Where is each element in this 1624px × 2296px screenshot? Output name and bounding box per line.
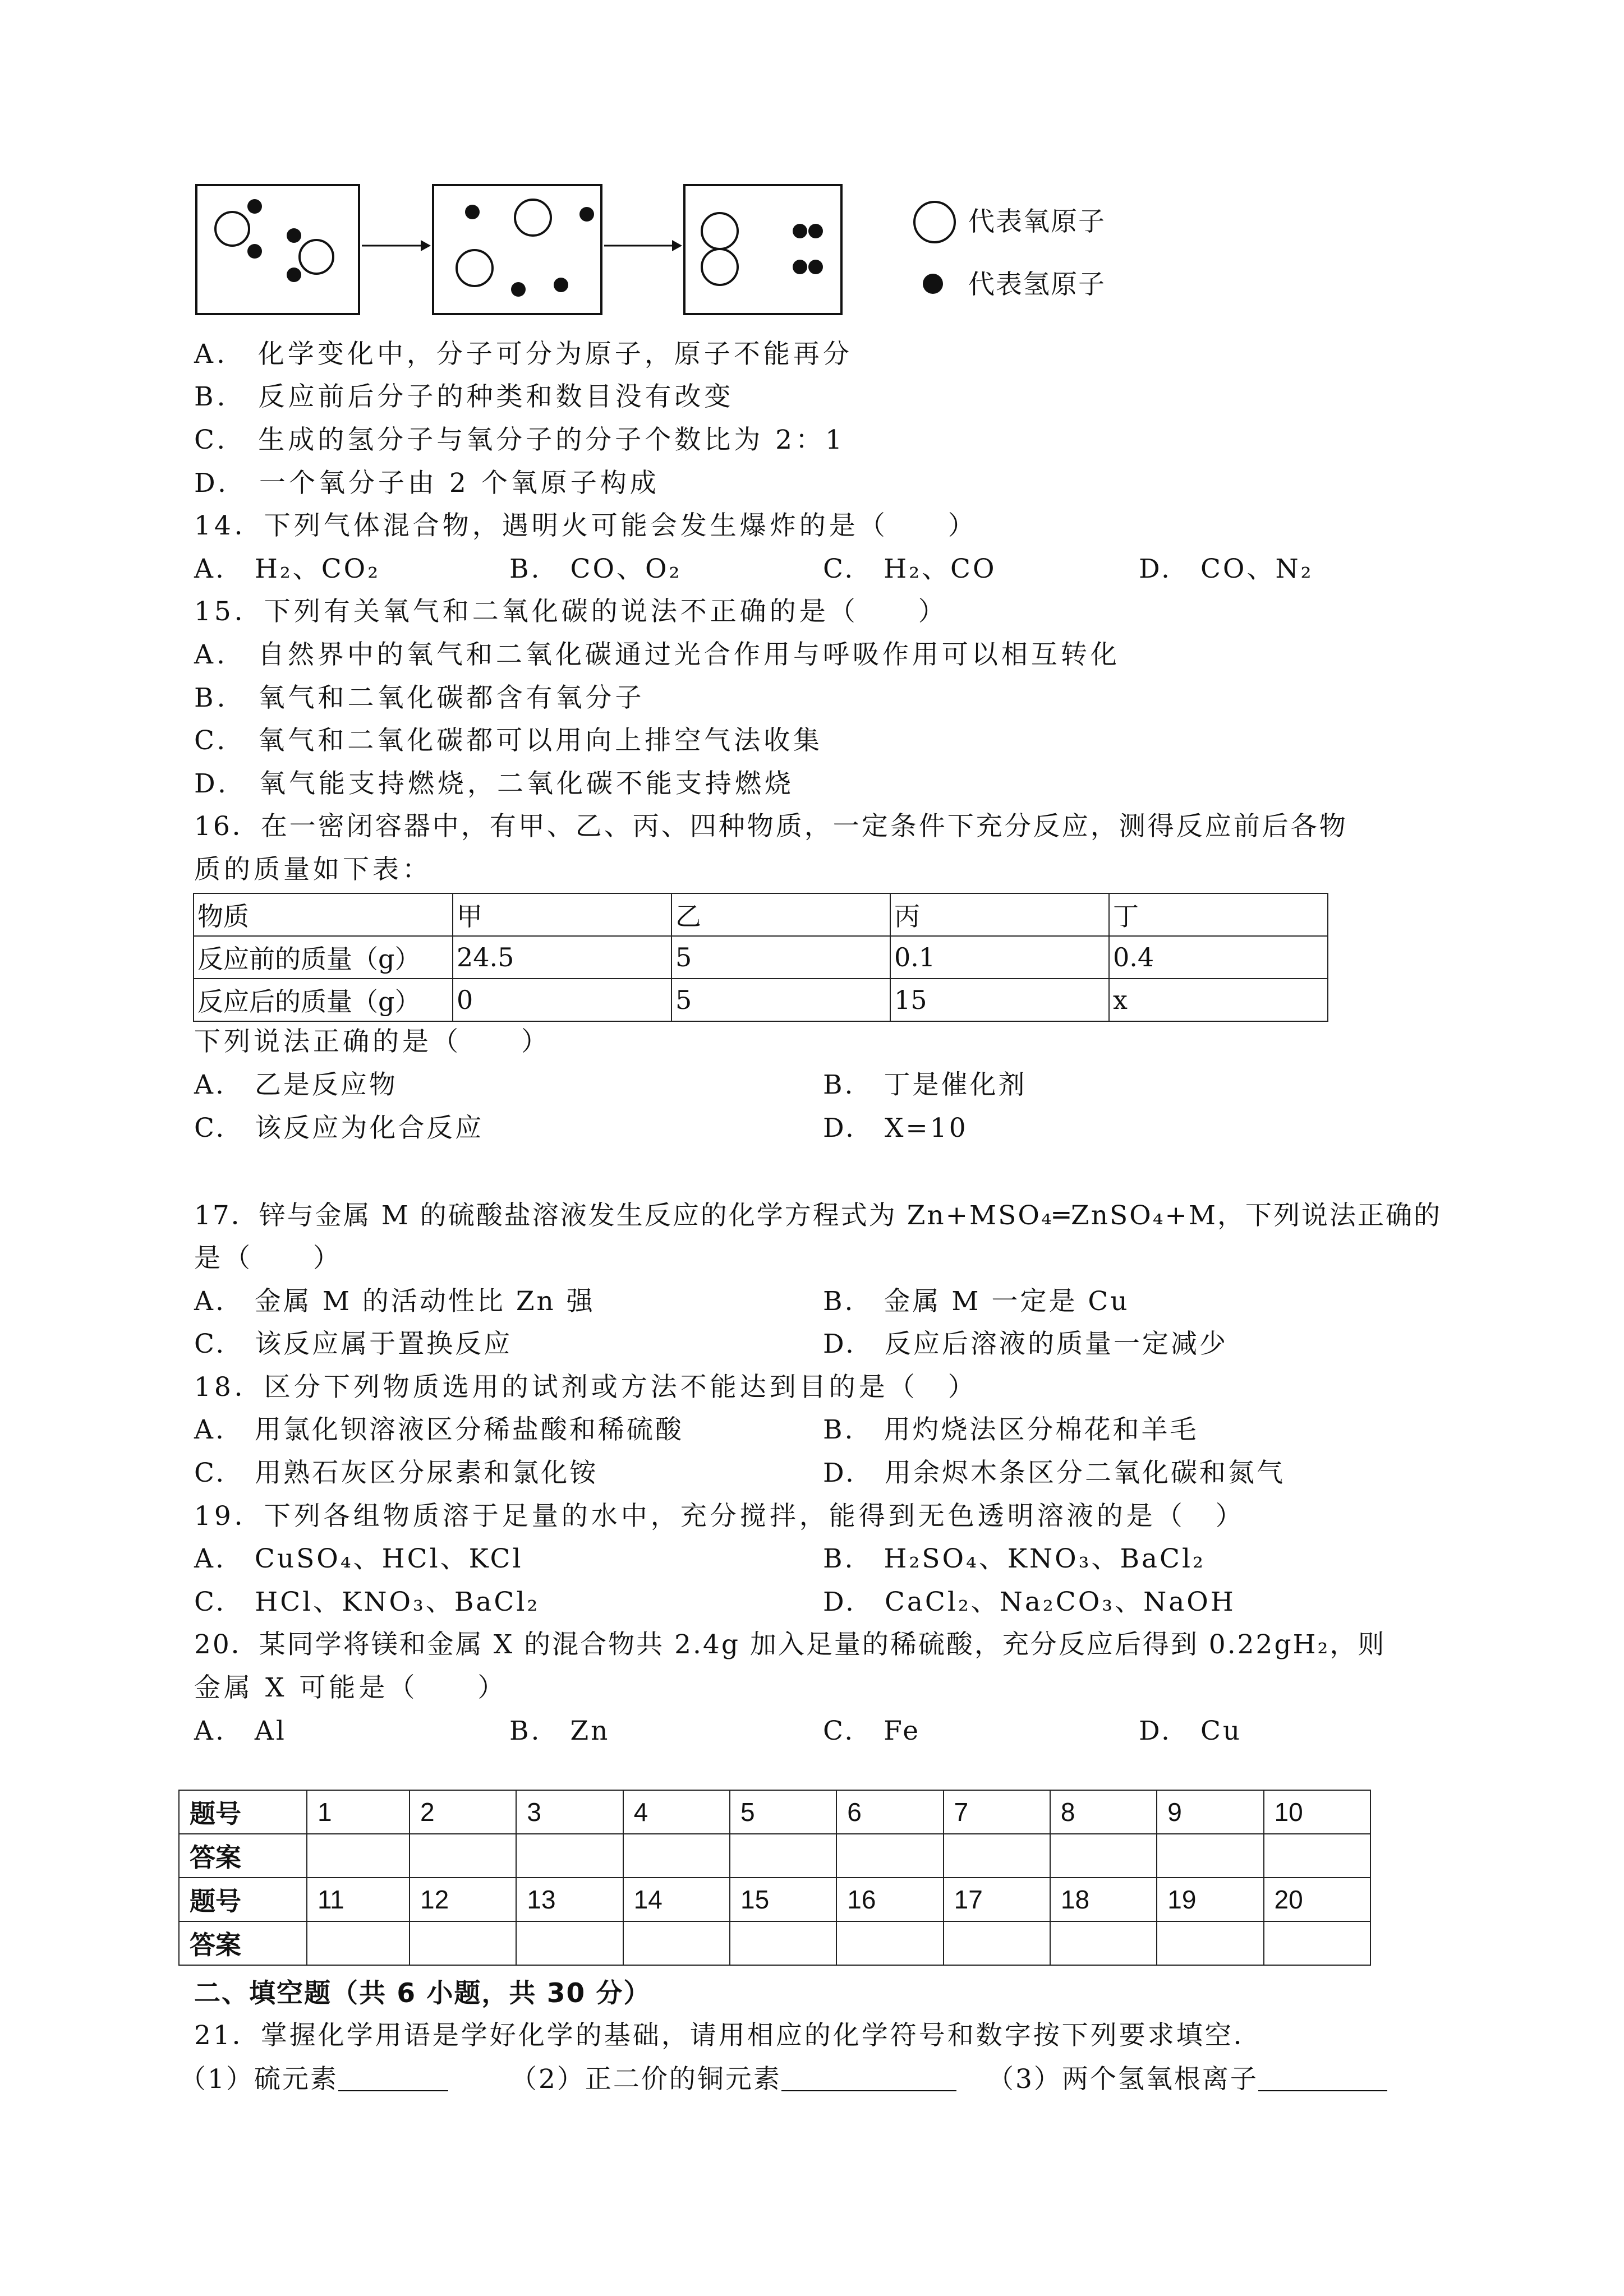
answer-cell[interactable]	[944, 1834, 1050, 1878]
q15-option-a: A. 自然界中的氧气和二氧化碳通过光合作用与呼吸作用可以相互转化	[194, 639, 1120, 670]
q16-stem-line2: 质的质量如下表：	[194, 854, 432, 885]
answer-cell[interactable]	[1264, 1834, 1370, 1878]
table-cell: 物质	[194, 893, 453, 936]
section-title: 二、填空题（共 6 小题，共 30 分）	[194, 1978, 651, 2009]
question-number: 17	[944, 1878, 1050, 1921]
legend-hydrogen-label: 代表氢原子	[968, 269, 1106, 300]
hydrogen-atom	[808, 260, 823, 274]
q20-stem-line1: 20．某同学将镁和金属 X 的混合物共 2.4g 加入足量的稀硫酸，充分反应后得到 0.22gH₂，则	[194, 1629, 1386, 1660]
oxygen-atom	[702, 249, 738, 285]
answer-cell[interactable]	[307, 1834, 410, 1878]
row-header: 答案	[179, 1834, 307, 1878]
answer-cell[interactable]	[836, 1834, 943, 1878]
table-cell: x	[1109, 979, 1328, 1021]
q19-stem: 19．下列各组物质溶于足量的水中，充分搅拌，能得到无色透明溶液的是（ ）	[194, 1501, 1245, 1532]
table-cell: 0.1	[890, 936, 1109, 979]
oxygen-atom	[457, 250, 493, 286]
q19-option-b: B. H₂SO₄、KNO₃、BaCl₂	[823, 1543, 1206, 1574]
q18-option-a: A. 用氯化钡溶液区分稀盐酸和稀硫酸	[194, 1414, 684, 1445]
hydrogen-atom	[247, 199, 262, 214]
answer-cell[interactable]	[516, 1834, 623, 1878]
table-cell: 甲	[453, 893, 671, 936]
q18-stem: 18．区分下列物质选用的试剂或方法不能达到目的是（ ）	[194, 1372, 978, 1403]
q15-option-c: C. 氧气和二氧化碳都可以用向上排空气法收集	[194, 725, 823, 756]
table-row	[179, 1878, 1370, 1921]
question-number: 11	[307, 1878, 410, 1921]
legend-hydrogen-symbol	[923, 274, 943, 294]
q13-option-c: C. 生成的氢分子与氧分子的分子个数比为 2：1	[194, 425, 845, 455]
q18-option-b: B. 用灼烧法区分棉花和羊毛	[823, 1414, 1199, 1445]
q16-ask: 下列说法正确的是（ ）	[194, 1026, 551, 1057]
answer-cell[interactable]	[623, 1921, 730, 1965]
question-number: 15	[730, 1878, 836, 1921]
q21-part1-label: （1）硫元素	[180, 2064, 338, 2095]
q17-option-d: D. 反应后溶液的质量一定减少	[823, 1329, 1228, 1359]
answer-cell[interactable]	[1050, 1834, 1157, 1878]
table-cell: 5	[671, 936, 890, 979]
q13-option-d: D. 一个氧分子由 2 个氧原子构成	[194, 468, 660, 499]
table-row	[179, 1790, 1370, 1834]
hydrogen-atom	[247, 244, 262, 259]
q18-option-c: C. 用熟石灰区分尿素和氯化铵	[194, 1458, 599, 1488]
answer-cell[interactable]	[944, 1921, 1050, 1965]
hydrogen-atom	[287, 268, 301, 282]
table-row	[194, 936, 1328, 979]
q21-part1-blank[interactable]	[338, 2066, 448, 2091]
hydrogen-atom	[287, 228, 301, 243]
q14-stem: 14．下列气体混合物，遇明火可能会发生爆炸的是（ ）	[194, 510, 978, 541]
oxygen-atom	[215, 212, 249, 246]
q14-option-b: B. CO、O₂	[509, 554, 682, 584]
question-number: 10	[1264, 1790, 1370, 1834]
question-number: 9	[1157, 1790, 1263, 1834]
reactant-box	[196, 185, 359, 314]
q20-stem-line2: 金属 X 可能是（ ）	[194, 1672, 508, 1703]
table-cell: 反应后的质量（g）	[194, 979, 453, 1021]
table-row	[194, 979, 1328, 1021]
answer-cell[interactable]	[1157, 1834, 1263, 1878]
table-cell: 0	[453, 979, 671, 1021]
question-number: 20	[1264, 1878, 1370, 1921]
table-cell: 0.4	[1109, 936, 1328, 979]
q19-option-d: D. CaCl₂、Na₂CO₃、NaOH	[823, 1587, 1236, 1617]
q21-stem: 21．掌握化学用语是学好化学的基础，请用相应的化学符号和数字按下列要求填空．	[194, 2020, 1262, 2051]
table-cell: 丙	[890, 893, 1109, 936]
q20-option-d: D. Cu	[1139, 1716, 1243, 1746]
reaction-diagram	[191, 179, 1144, 325]
answer-cell[interactable]	[1157, 1921, 1263, 1965]
question-number: 13	[516, 1878, 623, 1921]
q16-option-a: A. 乙是反应物	[194, 1069, 398, 1100]
q20-option-b: B. Zn	[509, 1716, 610, 1746]
hydrogen-atom	[793, 224, 807, 238]
answer-cell[interactable]	[730, 1834, 836, 1878]
question-number: 6	[836, 1790, 943, 1834]
question-number: 2	[410, 1790, 516, 1834]
answer-cell[interactable]	[410, 1921, 516, 1965]
q16-option-b: B. 丁是催化剂	[823, 1069, 1027, 1100]
q16-option-c: C. 该反应为化合反应	[194, 1113, 484, 1144]
answer-cell[interactable]	[623, 1834, 730, 1878]
q15-option-d: D. 氧气能支持燃烧，二氧化碳不能支持燃烧	[194, 768, 794, 799]
answer-cell[interactable]	[410, 1834, 516, 1878]
q21-part1	[180, 2063, 448, 2096]
question-number: 12	[410, 1878, 516, 1921]
question-number: 4	[623, 1790, 730, 1834]
row-header: 题号	[179, 1790, 307, 1834]
question-number: 7	[944, 1790, 1050, 1834]
answer-cell[interactable]	[730, 1921, 836, 1965]
oxygen-atom	[515, 200, 551, 236]
table-row	[194, 893, 1328, 936]
q14-option-a: A. H₂、CO₂	[194, 554, 381, 584]
q21-part2	[510, 2063, 956, 2096]
product-box	[684, 185, 841, 314]
table-row	[179, 1921, 1370, 1965]
table-cell: 24.5	[453, 936, 671, 979]
question-number: 5	[730, 1790, 836, 1834]
legend-oxygen-label: 代表氧原子	[968, 206, 1106, 237]
question-number: 1	[307, 1790, 410, 1834]
q14-option-c: C. H₂、CO	[823, 554, 997, 584]
answer-cell[interactable]	[1264, 1921, 1370, 1965]
oxygen-atom	[300, 240, 333, 274]
table-cell: 反应前的质量（g）	[194, 936, 453, 979]
answer-cell[interactable]	[516, 1921, 623, 1965]
table-cell: 5	[671, 979, 890, 1021]
q17-stem-line1: 17．锌与金属 M 的硫酸盐溶液发生反应的化学方程式为 Zn+MSO₄═ZnSO₄+M，下列说法正确的	[194, 1200, 1442, 1231]
q20-option-a: A. Al	[194, 1716, 287, 1746]
q21-part3-blank[interactable]	[1258, 2066, 1387, 2091]
answer-cell[interactable]	[1050, 1921, 1157, 1965]
q21-part2-label: （2）正二价的铜元素	[510, 2064, 781, 2095]
hydrogen-atom	[793, 260, 807, 274]
q21-part2-blank[interactable]	[781, 2066, 956, 2091]
table-cell: 乙	[671, 893, 890, 936]
q13-option-a: A. 化学变化中，分子可分为原子，原子不能再分	[194, 339, 853, 370]
q17-option-b: B. 金属 M 一定是 Cu	[823, 1286, 1130, 1317]
hydrogen-atom	[465, 205, 480, 219]
q17-option-a: A. 金属 M 的活动性比 Zn 强	[194, 1286, 595, 1317]
q16-stem-line1: 16．在一密闭容器中，有甲、乙、丙、四种物质，一定条件下充分反应，测得反应前后各物	[194, 811, 1348, 842]
q20-option-c: C. Fe	[823, 1716, 921, 1746]
hydrogen-atom	[511, 282, 526, 297]
q18-option-d: D. 用余烬木条区分二氧化碳和氮气	[823, 1458, 1285, 1488]
question-number: 14	[623, 1878, 730, 1921]
hydrogen-atom	[808, 224, 823, 238]
question-number: 8	[1050, 1790, 1157, 1834]
q16-mass-table	[193, 893, 1328, 1022]
q21-part3-label: （3）两个氢氧根离子	[987, 2064, 1258, 2095]
q21-part3	[987, 2063, 1387, 2096]
answer-cell[interactable]	[307, 1921, 410, 1965]
answer-table	[178, 1790, 1371, 1966]
question-number: 18	[1050, 1878, 1157, 1921]
q17-stem-line2: 是（ ）	[194, 1243, 343, 1274]
q13-option-b: B. 反应前后分子的种类和数目没有改变	[194, 381, 734, 412]
table-cell: 15	[890, 979, 1109, 1021]
table-cell: 丁	[1109, 893, 1328, 936]
q19-option-c: C. HCl、KNO₃、BaCl₂	[194, 1587, 540, 1617]
row-header: 题号	[179, 1878, 307, 1921]
hydrogen-atom	[579, 207, 594, 222]
question-number: 3	[516, 1790, 623, 1834]
q17-option-c: C. 该反应属于置换反应	[194, 1329, 513, 1359]
oxygen-atom	[702, 213, 738, 249]
q14-option-d: D. CO、N₂	[1139, 554, 1314, 584]
table-row	[179, 1834, 1370, 1878]
question-number: 16	[836, 1878, 943, 1921]
hydrogen-atom	[554, 278, 568, 292]
q19-option-a: A. CuSO₄、HCl、KCl	[194, 1543, 523, 1574]
question-number: 19	[1157, 1878, 1263, 1921]
q15-stem: 15．下列有关氧气和二氧化碳的说法不正确的是（ ）	[194, 596, 948, 627]
q16-option-d: D. X=10	[823, 1113, 968, 1144]
row-header: 答案	[179, 1921, 307, 1965]
q15-option-b: B. 氧气和二氧化碳都含有氧分子	[194, 683, 645, 713]
answer-cell[interactable]	[836, 1921, 943, 1965]
legend-oxygen-symbol	[914, 202, 955, 242]
